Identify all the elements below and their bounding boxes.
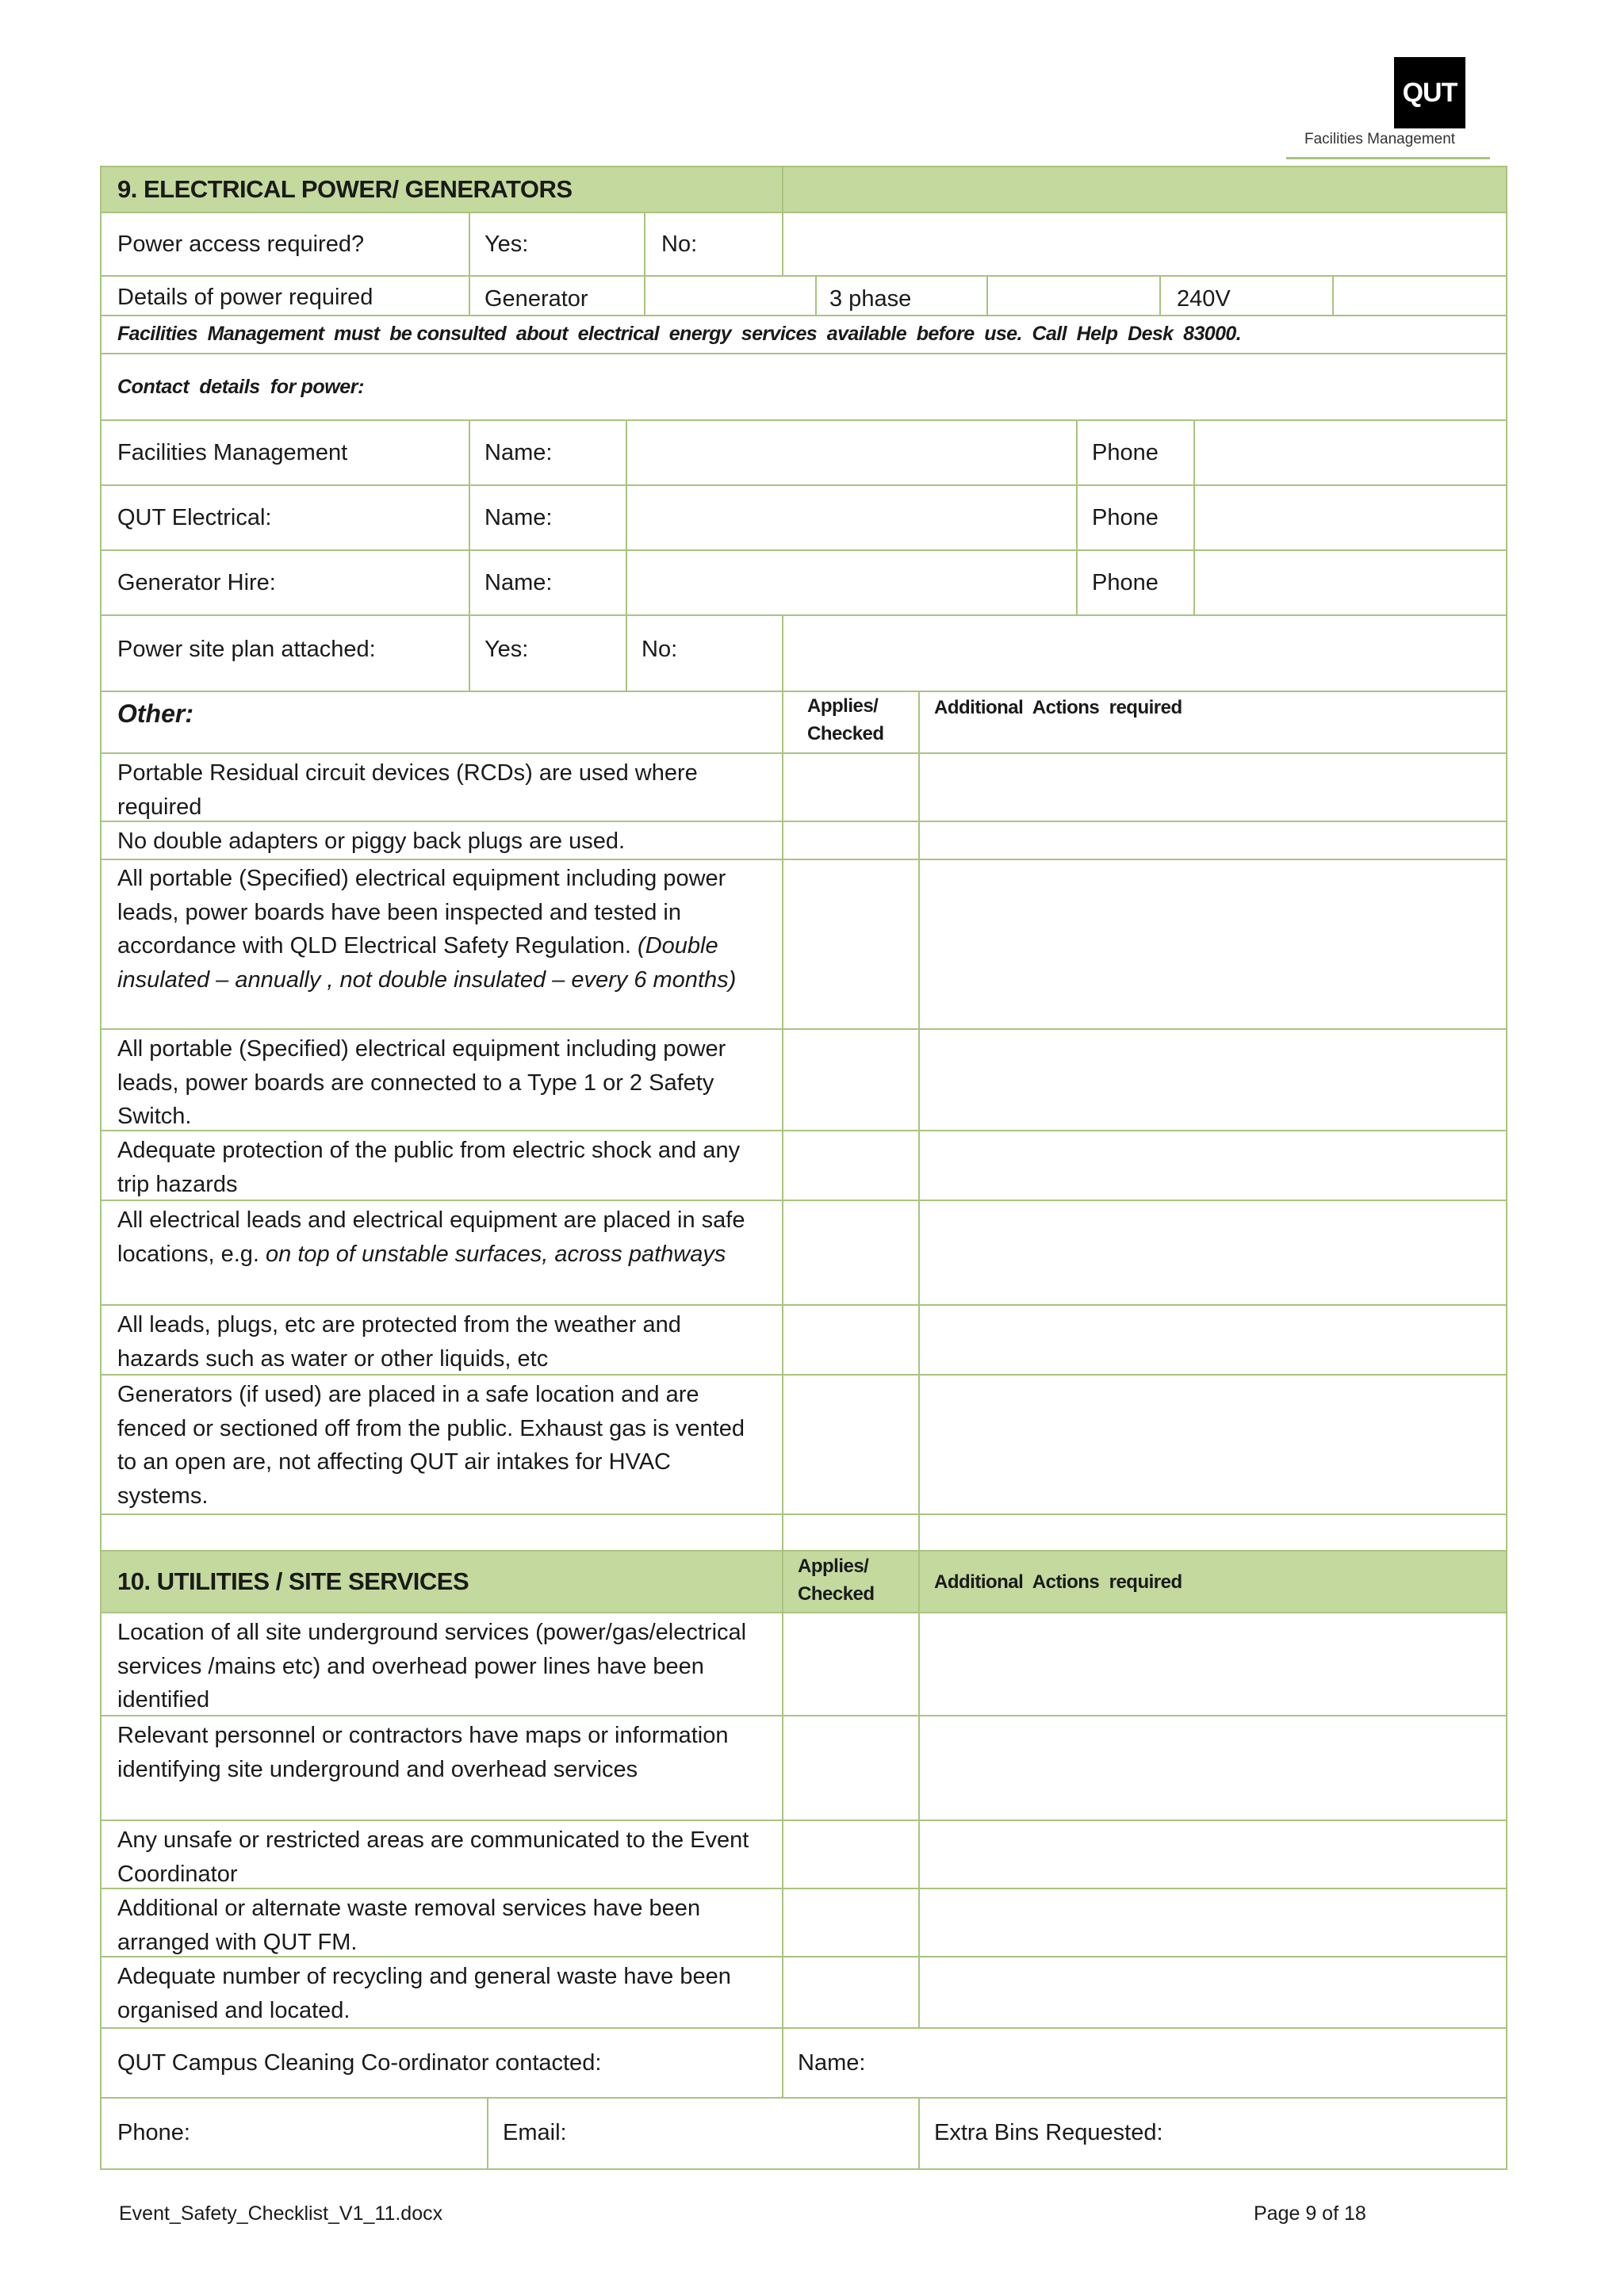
- other-label-cell: [100, 691, 783, 754]
- item10-5-text: Adequate number of recycling and general waste have been organised and located.: [117, 1964, 731, 2023]
- item9-6-text: [117, 1203, 768, 1271]
- item9-6-italic: on top of unstable surfaces, across pathways: [266, 1241, 726, 1267]
- site-plan-blank-cell: [782, 614, 1507, 692]
- item9-4-text: All portable (Specified) electrical equipment including power leads, power boards are connected to a Type 1 or 2 Safety Switch.: [117, 1036, 726, 1129]
- section9-header-right: [782, 166, 1507, 213]
- item9-3-check-cell[interactable]: [782, 859, 920, 1030]
- three-phase-check-cell[interactable]: [986, 275, 1161, 316]
- v240-check-cell[interactable]: [1332, 275, 1507, 316]
- power-details-label: Details of power required: [117, 285, 373, 310]
- item9-5-check-cell[interactable]: [782, 1130, 920, 1201]
- item10-4-actions-cell[interactable]: [918, 1888, 1507, 1957]
- contact-row-gen-name-input[interactable]: [626, 549, 1078, 616]
- item9-3-actions-cell[interactable]: [918, 859, 1507, 1030]
- item9-3-main: All portable (Specified) electrical equipment including power leads, power boards have been inspected and tested in accordance with QLD Electrical Safety Regulation.: [117, 866, 726, 959]
- contact-fm-name: Name:: [485, 440, 553, 465]
- item9-1-actions-cell[interactable]: [918, 752, 1507, 822]
- power-access-no: No:: [661, 232, 698, 257]
- item9-8-text: Generators (if used) are placed in a safe location and are fenced or sectioned off from the public. Exhaust gas is vented to an open are, not affecting QUT air intakes for HVAC systems.: [117, 1382, 745, 1509]
- notice-text: Facilities Management must be consulted about electrical energy services available before use. Call Help Desk 83000.: [117, 323, 1242, 345]
- power-access-blank-cell: [782, 212, 1507, 277]
- item9-7-actions-cell[interactable]: [918, 1304, 1507, 1376]
- section10-title: 10. UTILITIES / SITE SERVICES: [117, 1567, 469, 1595]
- contact-gen-label: Generator Hire:: [117, 570, 276, 595]
- contact-row-gen-phone-input[interactable]: [1193, 549, 1507, 616]
- item10-3-text: Any unsafe or restricted areas are communicated to the Event Coordinator: [117, 1827, 749, 1887]
- spacer-row-text: [100, 1513, 783, 1552]
- cleaning-label: QUT Campus Cleaning Co-ordinator contacted:: [117, 2050, 602, 2076]
- site-plan-label: Power site plan attached:: [117, 637, 376, 662]
- spacer-row-check: [782, 1513, 920, 1552]
- item10-4-check-cell[interactable]: [782, 1888, 920, 1957]
- item9-2-text: No double adapters or piggy back plugs are used.: [117, 828, 626, 854]
- contact-row-fm-name-input[interactable]: [626, 419, 1078, 486]
- cleaning-name: Name:: [798, 2050, 866, 2076]
- power-access-yes: Yes:: [485, 232, 529, 257]
- item9-6-check-cell[interactable]: [782, 1200, 920, 1306]
- footer-filename: Event_Safety_Checklist_V1_11.docx: [119, 2202, 443, 2225]
- item10-2-check-cell[interactable]: [782, 1715, 920, 1821]
- item9-4-actions-cell[interactable]: [918, 1028, 1507, 1131]
- v240-label: 240V: [1177, 286, 1231, 312]
- footer-page-number: Page 9 of 18: [1254, 2202, 1366, 2225]
- item10-2-text: Relevant personnel or contractors have maps or information identifying site underground and overhead services: [117, 1723, 729, 1782]
- section10-actions-label: Additional Actions required: [934, 1571, 1182, 1593]
- section9-title: 9. ELECTRICAL POWER/ GENERATORS: [117, 175, 573, 203]
- item9-1-check-cell[interactable]: [782, 752, 920, 822]
- site-plan-yes: Yes:: [485, 637, 529, 662]
- contact-gen-phone: Phone: [1092, 570, 1159, 595]
- item10-4-text: Additional or alternate waste removal services have been arranged with QUT FM.: [117, 1896, 701, 1955]
- site-plan-no: No:: [642, 637, 678, 662]
- contact-gen-name: Name:: [485, 570, 553, 595]
- contact-fm-phone: Phone: [1092, 440, 1159, 465]
- item9-7-text: All leads, plugs, etc are protected from the weather and hazards such as water or other liquids, etc: [117, 1312, 681, 1372]
- other-actions-label: Additional Actions required: [934, 697, 1182, 718]
- qut-logo: QUT: [1394, 57, 1465, 128]
- power-access-label: Power access required?: [117, 232, 365, 257]
- item9-1-text: Portable Residual circuit devices (RCDs) are used where required: [117, 760, 698, 820]
- generator-label: Generator: [485, 286, 588, 312]
- contact-elec-label: QUT Electrical:: [117, 505, 272, 530]
- item9-2-actions-cell[interactable]: [918, 821, 1507, 860]
- contact-row-fm-phone-input[interactable]: [1193, 419, 1507, 486]
- contact-heading: Contact details for power:: [117, 376, 365, 398]
- three-phase-label: 3 phase: [829, 286, 912, 312]
- contact-fm-label: Facilities Management: [117, 440, 348, 465]
- item9-3-text: [117, 862, 768, 997]
- contact-row-elec-phone-input[interactable]: [1193, 484, 1507, 551]
- item10-3-actions-cell[interactable]: [918, 1820, 1507, 1889]
- item10-1-text: Location of all site underground services (power/gas/electrical services /mains etc) and overhead power lines have been identified: [117, 1620, 747, 1712]
- cleaning-name-cell[interactable]: [782, 2027, 1507, 2099]
- item9-5-actions-cell[interactable]: [918, 1130, 1507, 1201]
- final-bins-label: Extra Bins Requested:: [934, 2120, 1163, 2145]
- section10-applies-label: Applies/ Checked: [798, 1556, 875, 1605]
- other-applies-label: Applies/ Checked: [807, 695, 884, 744]
- item9-4-check-cell[interactable]: [782, 1028, 920, 1131]
- item10-2-actions-cell[interactable]: [918, 1715, 1507, 1821]
- item10-5-actions-cell[interactable]: [918, 1956, 1507, 2029]
- item9-8-actions-cell[interactable]: [918, 1374, 1507, 1515]
- item9-3-italic: (Double insulated – annually , not double insulated – every 6 months): [117, 933, 737, 993]
- contact-elec-name: Name:: [485, 505, 553, 530]
- other-label: Other:: [117, 699, 193, 728]
- logo-subtitle: Facilities Management: [1304, 131, 1456, 147]
- item9-2-check-cell[interactable]: [782, 821, 920, 860]
- item10-3-check-cell[interactable]: [782, 1820, 920, 1889]
- contact-elec-phone: Phone: [1092, 505, 1159, 530]
- item9-6-main: All electrical leads and electrical equipment are placed in safe locations, e.g.: [117, 1207, 745, 1267]
- item10-5-check-cell[interactable]: [782, 1956, 920, 2029]
- spacer-row-actions: [918, 1513, 1507, 1552]
- item9-8-check-cell[interactable]: [782, 1374, 920, 1515]
- final-phone-label: Phone:: [117, 2120, 190, 2145]
- item9-7-check-cell[interactable]: [782, 1304, 920, 1376]
- logo-underline: [1286, 157, 1490, 159]
- generator-check-cell[interactable]: [644, 275, 817, 316]
- final-email-label: Email:: [503, 2120, 567, 2145]
- item9-5-text: Adequate protection of the public from electric shock and any trip hazards: [117, 1138, 741, 1197]
- item10-1-check-cell[interactable]: [782, 1612, 920, 1716]
- item9-6-actions-cell[interactable]: [918, 1200, 1507, 1306]
- contact-row-elec-name-input[interactable]: [626, 484, 1078, 551]
- item10-1-actions-cell[interactable]: [918, 1612, 1507, 1716]
